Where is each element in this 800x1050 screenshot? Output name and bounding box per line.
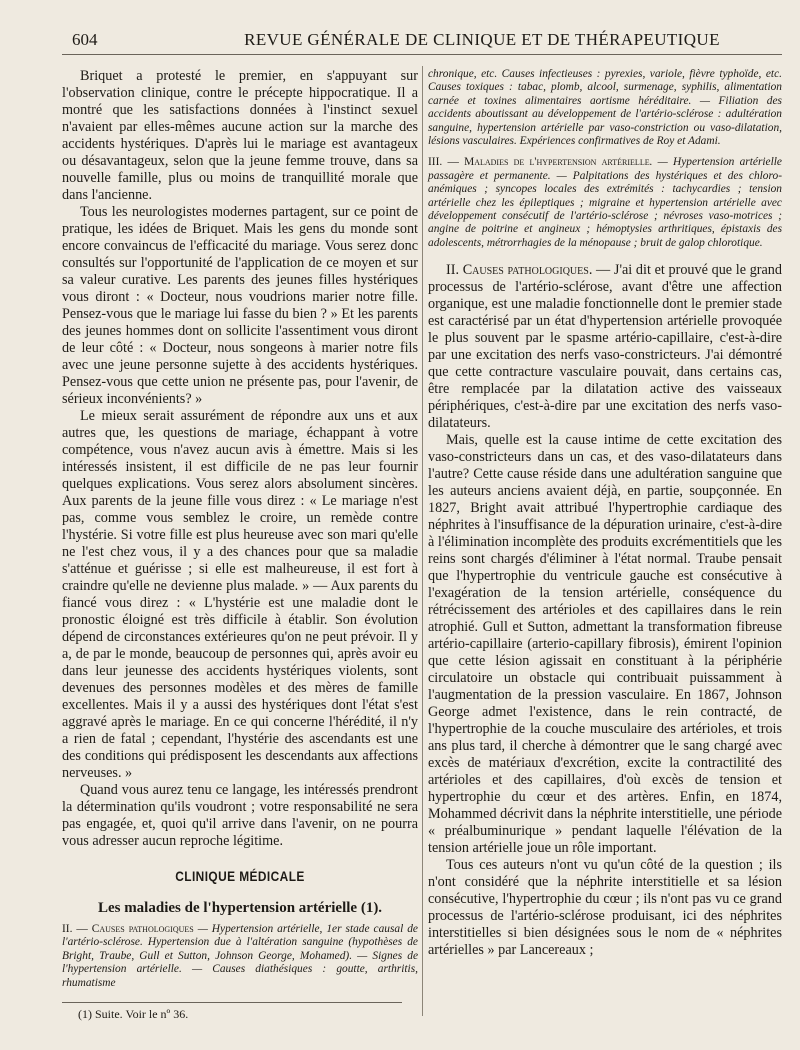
footnote: (1) Suite. Voir le nº 36. <box>78 1007 189 1022</box>
article-summary-section <box>428 156 782 250</box>
summary-heading: Maladies de l'hypertension artérielle <box>464 156 650 169</box>
summary-heading: Causes pathologiques <box>91 923 194 935</box>
article-title: Les maladies de l'hypertension artérielle (1). <box>97 900 383 916</box>
footnote-separator <box>62 1002 402 1003</box>
summary-text: . — Hypertension artérielle passagère et permanente. — Palpitations des hystériques et des chloro-anémiques ; syncopes locales des extrémités : tachycardies ; tension artérielle chez les épileptiques ; migraine et hypertension artérielle avec développement consécutif de l'artério-sclérose ; névroses vaso-motrices ; angine de poitrine et angineux ; hémoptysies arthritiques, épistaxis des adolescents, métrorrhagies de la ménopause ; bruit de galop chlorotique. <box>428 156 782 249</box>
paragraph: Quand vous aurez tenu ce langage, les intéressés prendront la détermination qu'ils voudront ; votre responsabilité ne sera pas engagée, et, quoi qu'il arrive dans l'avenir, on ne pourra vous adresser aucun reproche légitime. <box>62 782 418 849</box>
paragraph-heading: Causes pathologiques <box>462 262 589 279</box>
paragraph-text: . — J'ai dit et prouvé que le grand processus de l'artério-sclérose, avant d'être une affection organique, est une maladie fonctionnelle dont le premier stade est caractérisé par un état d'hypertension artérielle provoquée le plus souvent par le spasme artério-capillaire, c'est-à-dire par une excitation des nerfs vaso-constricteurs. J'ai démontré que cette contracture vasculaire pouvait, dans certains cas, être remplacée par la dilatation active des vaisseaux périphériques, c'est-à-dire par une excitation des nerfs vaso-dilatateurs. <box>428 262 782 432</box>
section-heading: CLINIQUE MÉDICALE <box>175 868 305 884</box>
running-title: REVUE GÉNÉRALE DE CLINIQUE ET DE THÉRAPEUTIQUE <box>244 30 720 49</box>
article-summary <box>62 923 418 990</box>
right-column <box>428 68 782 959</box>
summary-lead: III. — <box>428 156 465 169</box>
page-number: 604 <box>72 30 98 49</box>
paragraph: Briquet a protesté le premier, en s'appuyant sur l'observation clinique, contre le précepte hippocratique. Il a montré que les satisfactions données à l'instinct sexuel n'avaient par elles-mêmes aucune action sur la marche des accidents hystériques. D'après lui le mariage est avantageux ou désavantageux, selon que la jeune femme trouve, dans sa nouvelle famille, plus ou moins de tranquillité morale que dans l'ancienne. <box>62 68 418 203</box>
paragraph: Tous les neurologistes modernes partagent, sur ce point de pratique, les idées de Briquet. Mais les gens du monde sont encore convaincus de l'efficacité du mariage. Vous serez donc consultés sur l'opportunité de l'application de ce moyen et sur sa valeur curative. Les parents des jeunes filles hystériques vous diront : « Docteur, nous voudrions marier notre fille. Pensez-vous que le mariage lui fasse du bien ? » Et les parents des jeunes hommes dont on sollicite l'assentiment vous diront de leur côté : « Docteur, nous songeons à marier notre fils avec une jeune personne sujette à des accidents hystériques. Pensez-vous que cette union ne présente pas, pour l'avenir, de sérieux inconvénients? » <box>62 204 418 407</box>
paragraph: Tous ces auteurs n'ont vu qu'un côté de la question ; ils n'ont considéré que la néphrite interstitielle et sa lésion consécutive, l'hypertrophie du cœur ; ils n'ont pas vu ce grand processus de l'artério-sclérose produisant, ici des néphrites interstitielles si bien désignées sous le nom de « néphrites artérielles » par Lancereaux ; <box>428 857 782 959</box>
paragraph <box>428 262 782 432</box>
page-header <box>62 28 782 55</box>
paragraph: Le mieux serait assurément de répondre aux uns et aux autres que, les questions de mariage, échappant à votre compétence, vous n'avez aucun avis à émettre. Mais si les intéressés insistent, il est difficile de ne pas leur fournir quelques explications. Vous serez alors absolument sincères. Aux parents de la jeune fille vous direz : « Le mariage n'est pas, comme vous semblez le croire, un remède contre l'hystérie. Si votre fille est plus heureuse avec son mari qu'elle ne l'est chez vous, il y a des chances pour que sa maladie s'atténue et guérisse ; si elle est malheureuse, il est fort à craindre qu'elle ne devienne plus malade. » — Aux parents du fiancé vous direz : « L'hystérie est une maladie dont le pronostic éloigné est très difficile à établir. Son évolution dépend de circonstances extérieures qu'on ne peut prévoir. Il y a, de par le monde, beaucoup de personnes qui, après avoir eu dans leur jeunesse des accidents hystériques violents, sont devenues des personnes modèles et des mères de famille excellentes. Mais il y a aussi des hystériques dont l'état s'est aggravé après le mariage. En ce qui concerne l'hérédité, il n'y a rien de fatal ; cependant, l'hystérie des ascendants est une des conditions qui prédisposent les descendants aux affections nerveuses. » <box>62 408 418 781</box>
article-summary-continued: chronique, etc. Causes infectieuses : pyrexies, variole, fièvre typhoïde, etc. Causes toxiques : tabac, plomb, alcool, surmenage, syphilis, alimentation carnée et toxines alimentaires aortisme héréditaire. — Filiation des accidents aboutissant au développement de l'artério-sclérose : adultération sanguine, hypertension artérielle par vaso-constriction ou vaso-dilatation, lésions vasculaires. Expériences confirmatives de Roy et Adami. <box>428 68 782 148</box>
summary-text: — Hypertension artérielle, 1er stade causal de l'artério-sclérose. Hypertension due à l'altération sanguine (hypothèses de Bright, Traube, Gull et Sutton, Johnson George, Mohamed). — Signes de l'hypertension artérielle. — Causes diathésiques : goutte, arthritis, rhumatisme <box>62 923 418 989</box>
paragraph-lead: II. <box>446 262 463 279</box>
column-divider <box>422 66 423 1016</box>
paragraph: Mais, quelle est la cause intime de cette excitation des vaso-constricteurs dans un cas, et des vaso-dilatateurs dans l'autre? Cette cause réside dans une adultération sanguine que les auteurs anciens avaient déjà, en partie, soupçonnée. En 1827, Bright avait attribué l'hypertrophie cardiaque des néphrites à l'insuffisance de la dépuration urinaire, c'est-à-dire à l'élimination incomplète des produits excrémentitiels que les reins sont chargés d'éliminer à l'état normal. Traube pensait que l'hypertrophie du ventricule gauche est consécutive à l'exagération de la tension artérielle, conséquence du rétrécissement des artérioles et des capillaires dans le rein atrophié. Gull et Sutton, admettant la transformation fibreuse artério-capillaire (arterio-capillary fibrosis), émirent l'opinion que cette lésion agissait en constituant à la périphérie circulatoire un obstacle qui contribuait puissamment à l'augmentation de la pression vasculaire. En 1867, Johnson George admet l'existence, dans le rein contracté, de l'hypertrophie de la couche musculaire des artérioles, et trois ans plus tard, il cherche à démontrer que le sang chargé avec excès de matériaux d'excrétion, excite la contractilité des artérioles et des capillaires, d'où excès de tension et hypertrophie du cœur et des artères. Enfin, en 1874, Mohammed décrivit dans la néphrite interstitielle, une période « préalbuminurique » pendant laquelle l'élévation de la tension artérielle joue un rôle important. <box>428 432 782 857</box>
left-column <box>62 68 418 1022</box>
summary-lead: II. — <box>62 923 92 935</box>
